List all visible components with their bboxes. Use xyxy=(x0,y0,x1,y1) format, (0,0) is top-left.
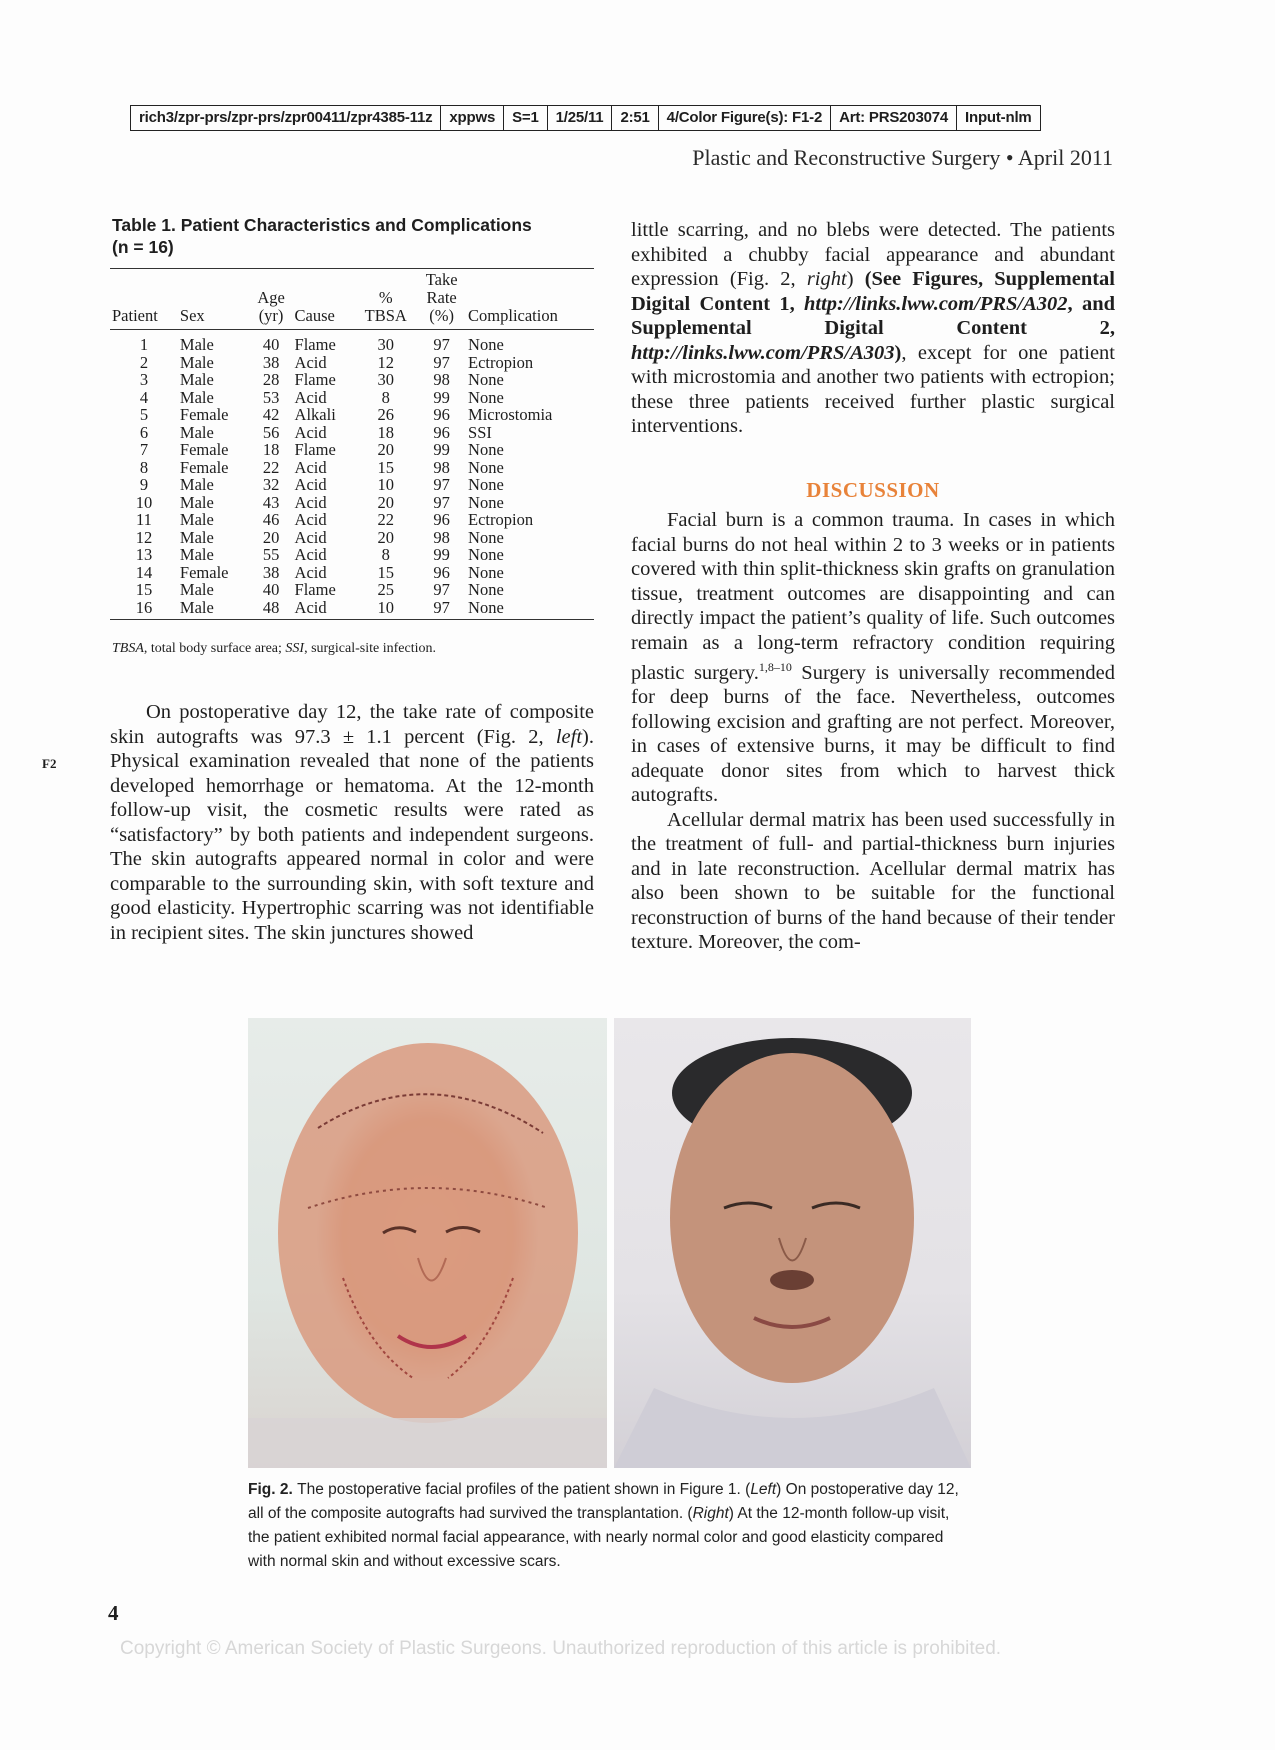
table-cell: 12 xyxy=(135,527,153,547)
caption-text: ) On postoperative day 12, all of the composite autografts had survived the transplantation. ( xyxy=(248,1481,959,1522)
table-cell: 53 xyxy=(262,387,280,407)
running-head: Plastic and Reconstructive Surgery • April 2011 xyxy=(692,145,1113,170)
table-cell: 18 xyxy=(262,440,280,459)
table-cell: Male xyxy=(179,335,214,354)
table-cell: Female xyxy=(179,440,229,459)
table-cell: Male xyxy=(179,545,214,564)
table-cell: Male xyxy=(179,475,214,494)
table-cell: Male xyxy=(179,387,214,407)
table-cell: 40 xyxy=(262,580,280,599)
discussion-text xyxy=(631,508,1115,955)
text-run: Surgery is universally recommended for deep burns of the face. Nevertheless, outcomes following excision and grafting are not perfect. Moreover, in cases of extensive burns, it may be difficult to find adequate donor sites from which to harvest thick autografts. xyxy=(631,661,1115,807)
text-run-italic: right xyxy=(806,268,847,290)
sdc-ref: (See Figures, Supplemental Digital Content 1, xyxy=(631,268,1115,315)
table-cell: None xyxy=(468,440,504,459)
table-cell: 25 xyxy=(377,580,394,599)
table-cell: Acid xyxy=(294,527,327,547)
table-cell: 18 xyxy=(377,422,394,442)
table-cell: 97 xyxy=(433,580,450,599)
discussion-paragraph-2: Acellular dermal matrix has been used successfully in the treatment of full- and partial-thickness burn injuries and in late reconstruction. Acellular dermal matrix has also been shown to be suitable for the functional reconstruction of burns of the hand because of their tender texture. Moreover, the com- xyxy=(631,808,1115,954)
table-cell: 15 xyxy=(135,580,153,599)
sdc-ref: ) xyxy=(894,341,902,364)
table-row xyxy=(110,371,594,389)
table-cell: Male xyxy=(179,527,214,547)
table-cell: 99 xyxy=(433,387,450,407)
table-cell: 97 xyxy=(417,599,466,620)
table-cell: Acid xyxy=(294,352,327,372)
table-header-cell: % TBSA xyxy=(354,269,417,330)
slug-figures: 4/Color Figure(s): F1-2 xyxy=(659,106,831,130)
table-cell: 22 xyxy=(262,457,280,477)
slug-path: rich3/zpr-prs/zpr-prs/zpr00411/zpr4385-11z xyxy=(131,106,441,130)
table-cell: Male xyxy=(178,599,250,620)
table-cell: 56 xyxy=(262,422,280,442)
table-cell: 99 xyxy=(433,545,450,564)
table-cell: SSI xyxy=(468,422,492,442)
table-cell: Acid xyxy=(294,510,327,529)
table-row xyxy=(110,476,594,494)
results-continued xyxy=(631,218,1115,439)
table-cell: 99 xyxy=(433,440,450,459)
table-header-cell: Take Rate (%) xyxy=(417,269,466,330)
figure-margin-tag: F2 xyxy=(42,756,57,771)
table-cell: None xyxy=(468,387,504,407)
table-header-cell: Patient xyxy=(110,269,178,330)
table-cell: None xyxy=(468,370,504,389)
table-cell: Female xyxy=(179,562,229,582)
text-run: ). Physical examination revealed that none of the patients developed hemorrhage or hematoma. At the 12-month follow-up visit, the cosmetic results were rated as “satisfactory” by both patients and independent surgeons. The skin autografts appeared normal in color and were comparable to the surrounding skin, with soft texture and good elasticity. Hypertrophic scarring was not identifiable in recipient sites. The skin junctures showed xyxy=(110,725,594,944)
table-cell: 4 xyxy=(139,387,149,407)
table-cell: Acid xyxy=(294,475,327,494)
table-cell: Acid xyxy=(294,387,327,407)
table-row xyxy=(110,529,594,547)
table-cell: Ectropion xyxy=(468,510,534,529)
slug-input: Input-nlm xyxy=(965,109,1032,126)
table-row xyxy=(110,354,594,372)
table-cell: 96 xyxy=(433,405,450,424)
table-cell: 48 xyxy=(250,599,293,620)
table-cell: 96 xyxy=(433,510,450,529)
table-caption-n: (n = 16) xyxy=(112,237,174,257)
table-cell: 55 xyxy=(262,545,280,564)
table-cell: 98 xyxy=(433,457,450,477)
table-cell: 11 xyxy=(136,510,152,529)
sdc-ref: , and Supplemental Digital Content 2, xyxy=(631,292,1115,339)
table-cell: 1 xyxy=(139,335,149,354)
text-run: left xyxy=(555,725,583,748)
table-cell: None xyxy=(468,475,504,494)
table-cell: None xyxy=(468,545,504,564)
table-row xyxy=(110,441,594,459)
table-cell: Flame xyxy=(294,335,336,354)
table-cell: 15 xyxy=(377,457,394,477)
table-cell: 40 xyxy=(262,335,280,354)
patient-table xyxy=(110,268,594,620)
table-cell: Microstomia xyxy=(468,405,553,424)
table-footnote: TBSA, total body surface area; SSI, surgical-site infection. xyxy=(112,641,436,656)
table-header-cell: Age (yr) xyxy=(250,269,293,330)
table-row xyxy=(110,511,594,529)
text-run: ) xyxy=(846,268,865,290)
table-row xyxy=(110,564,594,582)
table-cell: None xyxy=(468,335,504,354)
table-cell: Acid xyxy=(294,562,327,582)
table-cell: 97 xyxy=(433,335,450,354)
table-cell: 30 xyxy=(377,335,394,354)
table-cell: 38 xyxy=(262,352,280,372)
table-row xyxy=(110,424,594,442)
table-cell: None xyxy=(466,599,594,620)
table-cell: Flame xyxy=(294,580,336,599)
figure-label: Fig. 2. xyxy=(248,1481,293,1498)
table-cell: 2 xyxy=(139,352,149,372)
table-cell: 96 xyxy=(433,422,450,442)
caption-italic: Right xyxy=(692,1505,729,1522)
table-cell: Female xyxy=(179,405,229,424)
table-cell: Flame xyxy=(294,370,336,389)
page-number: 4 xyxy=(108,1601,119,1625)
table-cell: 98 xyxy=(433,527,450,547)
sdc-link-1[interactable]: http://links.lww.com/PRS/A302 xyxy=(804,292,1068,315)
results-continued-text xyxy=(631,218,1115,439)
table-cell: 20 xyxy=(377,527,394,547)
table-cell: 16 xyxy=(110,599,178,620)
table-cell: Male xyxy=(179,510,214,529)
text-run: On postoperative day 12, the take rate of composite skin autografts was 97.3 ± 1.1 percent (Fig. 2, xyxy=(110,701,594,748)
table-cell: Acid xyxy=(294,545,327,564)
table-cell: None xyxy=(468,527,504,547)
table-cell: 8 xyxy=(139,457,149,477)
slug-date: 1/25/11 xyxy=(548,106,613,130)
slug-article: Art: PRS203074 xyxy=(831,106,957,130)
table-cell: Acid xyxy=(294,457,327,477)
table-caption-title: Table 1. Patient Characteristics and Complications xyxy=(112,215,532,235)
slug-system: xppws xyxy=(441,106,504,130)
table-cell: Male xyxy=(179,580,214,599)
results-paragraph xyxy=(110,700,594,945)
text-run: little scarring, and no blebs were detected. The patients exhibited a chubby facial appearance and abundant expression (Fig. 2, xyxy=(631,219,1115,290)
production-slug xyxy=(130,105,1041,131)
table-caption xyxy=(112,214,592,258)
table-cell: Male xyxy=(179,492,214,512)
slug-time: 2:51 xyxy=(612,106,658,130)
table-header-cell: Complication xyxy=(466,269,594,330)
text-run: , except for one patient with microstomia and another two patients with ectropion; these three patients received further plastic surgical interventions. xyxy=(631,341,1115,437)
table-cell: 5 xyxy=(139,405,149,424)
table-cell: 32 xyxy=(262,475,280,494)
table-cell: 97 xyxy=(433,475,450,494)
table-cell: 9 xyxy=(139,475,149,494)
text-run: Facial burn is a common trauma. In cases in which facial burns do not heal within 2 to 3 weeks or in patients covered with thin split-thickness skin grafts on granulation tissue, treatment outcomes are disappointing and can directly impact the patient’s quality of life. Such outcomes remain as a long-term refractory condition requiring plastic surgery. xyxy=(631,509,1115,684)
table-cell: Flame xyxy=(294,440,336,459)
table-cell: 7 xyxy=(139,440,149,459)
table-cell: None xyxy=(468,457,504,477)
table-cell: 43 xyxy=(262,492,280,512)
table-cell: None xyxy=(468,562,504,582)
discussion-heading: DISCUSSION xyxy=(806,478,940,502)
table-row xyxy=(110,459,594,477)
table-row xyxy=(110,546,594,564)
table-header-cell: Cause xyxy=(293,269,355,330)
patient-face-day12-illustration xyxy=(248,1018,607,1468)
table-row xyxy=(110,494,594,512)
table-cell: Ectropion xyxy=(468,352,534,372)
table-cell: 97 xyxy=(433,352,450,372)
figure-2-right-photo xyxy=(614,1018,971,1468)
table-cell: 15 xyxy=(377,562,394,582)
table-cell: Acid xyxy=(293,599,355,620)
table-cell: None xyxy=(468,492,504,512)
table-cell: Male xyxy=(179,422,214,442)
table-cell: 14 xyxy=(135,562,153,582)
figure-2-caption xyxy=(248,1478,972,1574)
table-cell: 30 xyxy=(377,370,394,389)
caption-text: ) At the 12-month follow-up visit, the patient exhibited normal facial appearance, with nearly normal color and good elasticity compared with normal skin and without excessive scars. xyxy=(248,1505,950,1570)
caption-italic: Left xyxy=(750,1481,777,1498)
table-cell: 10 xyxy=(354,599,417,620)
table-row xyxy=(110,599,594,620)
table-cell: Acid xyxy=(294,492,327,512)
table-cell: 20 xyxy=(377,492,394,512)
table-cell: 13 xyxy=(135,545,153,564)
table-cell: 97 xyxy=(433,492,450,512)
patient-face-12month-illustration xyxy=(614,1018,971,1468)
table-cell: 28 xyxy=(262,370,280,389)
table-cell: Male xyxy=(179,370,214,389)
table-cell: Alkali xyxy=(294,405,336,424)
table-cell: 38 xyxy=(262,562,280,582)
table-cell: 20 xyxy=(377,440,394,459)
table-row xyxy=(110,330,594,354)
table-cell: Acid xyxy=(294,422,327,442)
table-cell: 8 xyxy=(381,545,390,564)
table-cell: 3 xyxy=(139,370,149,389)
table-cell: None xyxy=(468,580,504,599)
table-cell: 8 xyxy=(381,387,390,407)
table-cell: 10 xyxy=(377,475,394,494)
figure-2-left-photo xyxy=(248,1018,607,1468)
discussion-paragraph-1 xyxy=(631,508,1115,808)
results-text xyxy=(110,700,594,945)
table-row xyxy=(110,581,594,599)
table-cell: 46 xyxy=(262,510,280,529)
table-cell: 10 xyxy=(135,492,153,512)
table-cell: Female xyxy=(179,457,229,477)
table-header-cell: Sex xyxy=(178,269,250,330)
table-cell: 22 xyxy=(377,510,394,529)
table-cell: 98 xyxy=(433,370,450,389)
citation-ref: 1,8–10 xyxy=(758,660,792,674)
table-row xyxy=(110,389,594,407)
copyright-watermark: Copyright © American Society of Plastic Surgeons. Unauthorized reproduction of this article is prohibited. xyxy=(120,1638,1002,1659)
table-cell: 96 xyxy=(433,562,450,582)
table-body xyxy=(110,330,594,620)
slug-sequence: S=1 xyxy=(504,106,548,130)
table-cell: 42 xyxy=(262,405,280,424)
table-cell: 12 xyxy=(377,352,394,372)
table-cell: 20 xyxy=(262,527,280,547)
sdc-link-2[interactable]: http://links.lww.com/PRS/A303 xyxy=(631,341,895,364)
table-cell: 6 xyxy=(139,422,149,442)
caption-text: The postoperative facial profiles of the patient shown in Figure 1. ( xyxy=(297,1481,751,1498)
table-header-row xyxy=(110,269,594,330)
table-row xyxy=(110,406,594,424)
table-cell: Male xyxy=(179,352,214,372)
table-cell: 26 xyxy=(377,405,394,424)
